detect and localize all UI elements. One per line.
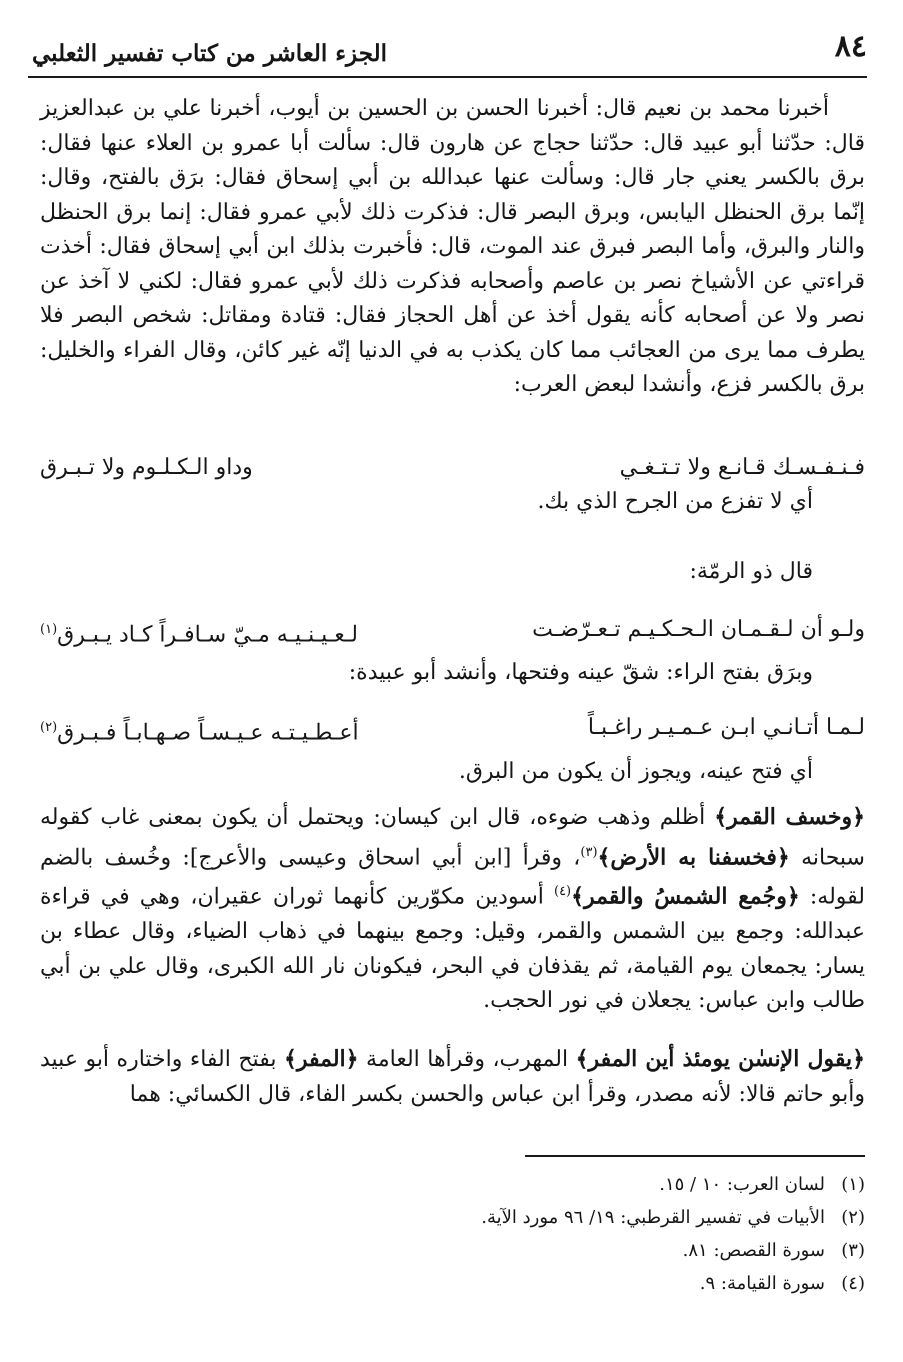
- paragraph-where-to-flee: ﴿يقول الإنسٰن يومئذ أين المفر﴾ المهرب، وقرأها العامة ﴿المفر﴾ بفتح الفاء واختاره أبو عبيد وأبو حاتم قالا: لأنه مصدر، وقرأ ابن عباس والحسن بكسر الفاء، قال الكسائي: هما: [40, 1046, 865, 1107]
- poet-attribution: قال ذو الرمّة:: [689, 559, 813, 584]
- footnote-item: (٤)سورة القيامة: ٩.: [699, 1273, 865, 1294]
- footnote-item: (٢)الأبيات في تفسير القرطبي: ١٩/ ٩٦ مورد الآية.: [481, 1207, 865, 1228]
- verse-1-gloss: أي لا تفزع من الجرح الذي بك.: [537, 489, 813, 514]
- page-header: [28, 26, 867, 78]
- footnote-item: (١)لسان العرب: ١٠ / ١٥.: [659, 1174, 865, 1195]
- verse-3-first-hemistich: لـمـا أتـانـي ابـن عـمـيـر راغـبـاً: [587, 715, 865, 740]
- poem-verse-2: [40, 610, 865, 650]
- verse-2-first-hemistich: ولـو أن لـقـمـان الـحـكـيـم تـعـرّضـت: [532, 617, 865, 642]
- footnotes-list: [300, 1168, 865, 1300]
- page-number: ٨٤: [834, 29, 867, 64]
- footnote-ref-4[interactable]: (٤): [553, 884, 572, 900]
- verse-1-second-hemistich: وداو الـكـلـوم ولا تـبـرق: [40, 455, 253, 480]
- verse-2-second-hemistich: لـعـيـنـيـه مـيّ سـافـراً كـاد يـبـرق$^{(١)}$: [40, 622, 359, 648]
- quran-quote: ﴿وخسف القمر﴾: [714, 804, 865, 830]
- quran-quote: ﴿المفر﴾: [283, 1046, 359, 1072]
- footnote-item: (٣)سورة القصص: ٨١.: [682, 1240, 865, 1261]
- verse-3-gloss: أي فتح عينه، ويجوز أن يكون من البرق.: [458, 759, 813, 784]
- verse-2-gloss: وبرَق بفتح الراء: شقّ عينه وفتحها، وأنشد أبو عبيدة:: [348, 660, 813, 685]
- running-title: الجزء العاشر من كتاب تفسير الثعلبي: [32, 40, 387, 67]
- quran-quote: ﴿يقول الإنسٰن يومئذ أين المفر﴾: [575, 1046, 865, 1072]
- poem-verse-1: [40, 448, 865, 488]
- quran-quote: ﴿وجُمع الشمسُ والقمر﴾: [571, 883, 800, 910]
- verse-3-second-hemistich: أعـطـيـتـه عـيـسـاً صـهـابـاً فـبـرق$^{(٢)}$: [40, 720, 359, 746]
- quran-quote: ﴿فخسفنا به الأرض﴾: [597, 843, 790, 870]
- paragraph-isnad: أخبرنا محمد بن نعيم قال: أخبرنا الحسن بن الحسين بن أيوب، أخبرنا علي بن عبدالعزيز قال: حدّثنا أبو عبيد قال: حدّثنا حجاج عن هارون قال: سألت أبا عمرو بن العلاء عنها فقال: برق بالكسر يعني جار قال: وسألت عنها عبدالله بن أبي إسحاق فقال: برَق بالفتح، وقال: إنّما برق الحنظل اليابس، وبرق البصر قال: فذكرت ذلك لأبي عمرو فقال: إنما برق الحنظل والنار والبرق، وأما البصر فبرق عند الموت، قال: فأخبرت بذلك ابن أبي إسحاق فقال: أخذت قراءتي عن الأشياخ نصر بن عاصم وأصحابه فذكرت ذلك لأبي عمرو فقال: لكني لا آخذ عن نصر ولا عن أصحابه كأنه يقول أخذ عن أهل الحجاز فقال: قتادة ومقاتل: شخص البصر فلا يطرف مما يرى من العجائب مما كان يكذب به في الدنيا إنّه غير كائن، وقال الفراء والخليل: برق بالكسر فزع، وأنشدا لبعض العرب:: [40, 96, 865, 397]
- footnote-ref-2[interactable]: (٢): [40, 720, 58, 735]
- paragraph-eclipse: ﴿وخسف القمر﴾ أظلم وذهب ضوءه، قال ابن كيسان: ويحتمل أن يكون بمعنى غاب كقوله سبحانه ﴿فخسفنا به الأرض﴾$^{(٣)}$، وقرأ [ابن أبي اسحاق وعيسى والأعرج]: وخُسف بالضم لقوله: ﴿وجُمع الشمسُ والقمر﴾$^{(٤)}$ أسودين مكوّرين كأنهما ثوران عقيران، وهي في قراءة عبدالله: وجمع بين الشمس والقمر، وقيل: وجمع بينهما في ذهاب الضياء، وقال عطاء بن يسار: يجمعان يوم القيامة، ثم يقذفان في البحر، فيكونان نار الله الكبرى، وقال علي بن أبي طالب وابن عباس: يجعلان في نور الحجب.: [40, 804, 865, 1014]
- footnote-ref-3[interactable]: (٣): [580, 844, 598, 860]
- footnote-divider: [525, 1155, 865, 1157]
- poem-verse-3: [40, 708, 865, 748]
- footnote-ref-1[interactable]: (١): [40, 622, 58, 637]
- verse-1-first-hemistich: فـنـفـسـك قـانـع ولا تـتـغـي: [619, 455, 865, 480]
